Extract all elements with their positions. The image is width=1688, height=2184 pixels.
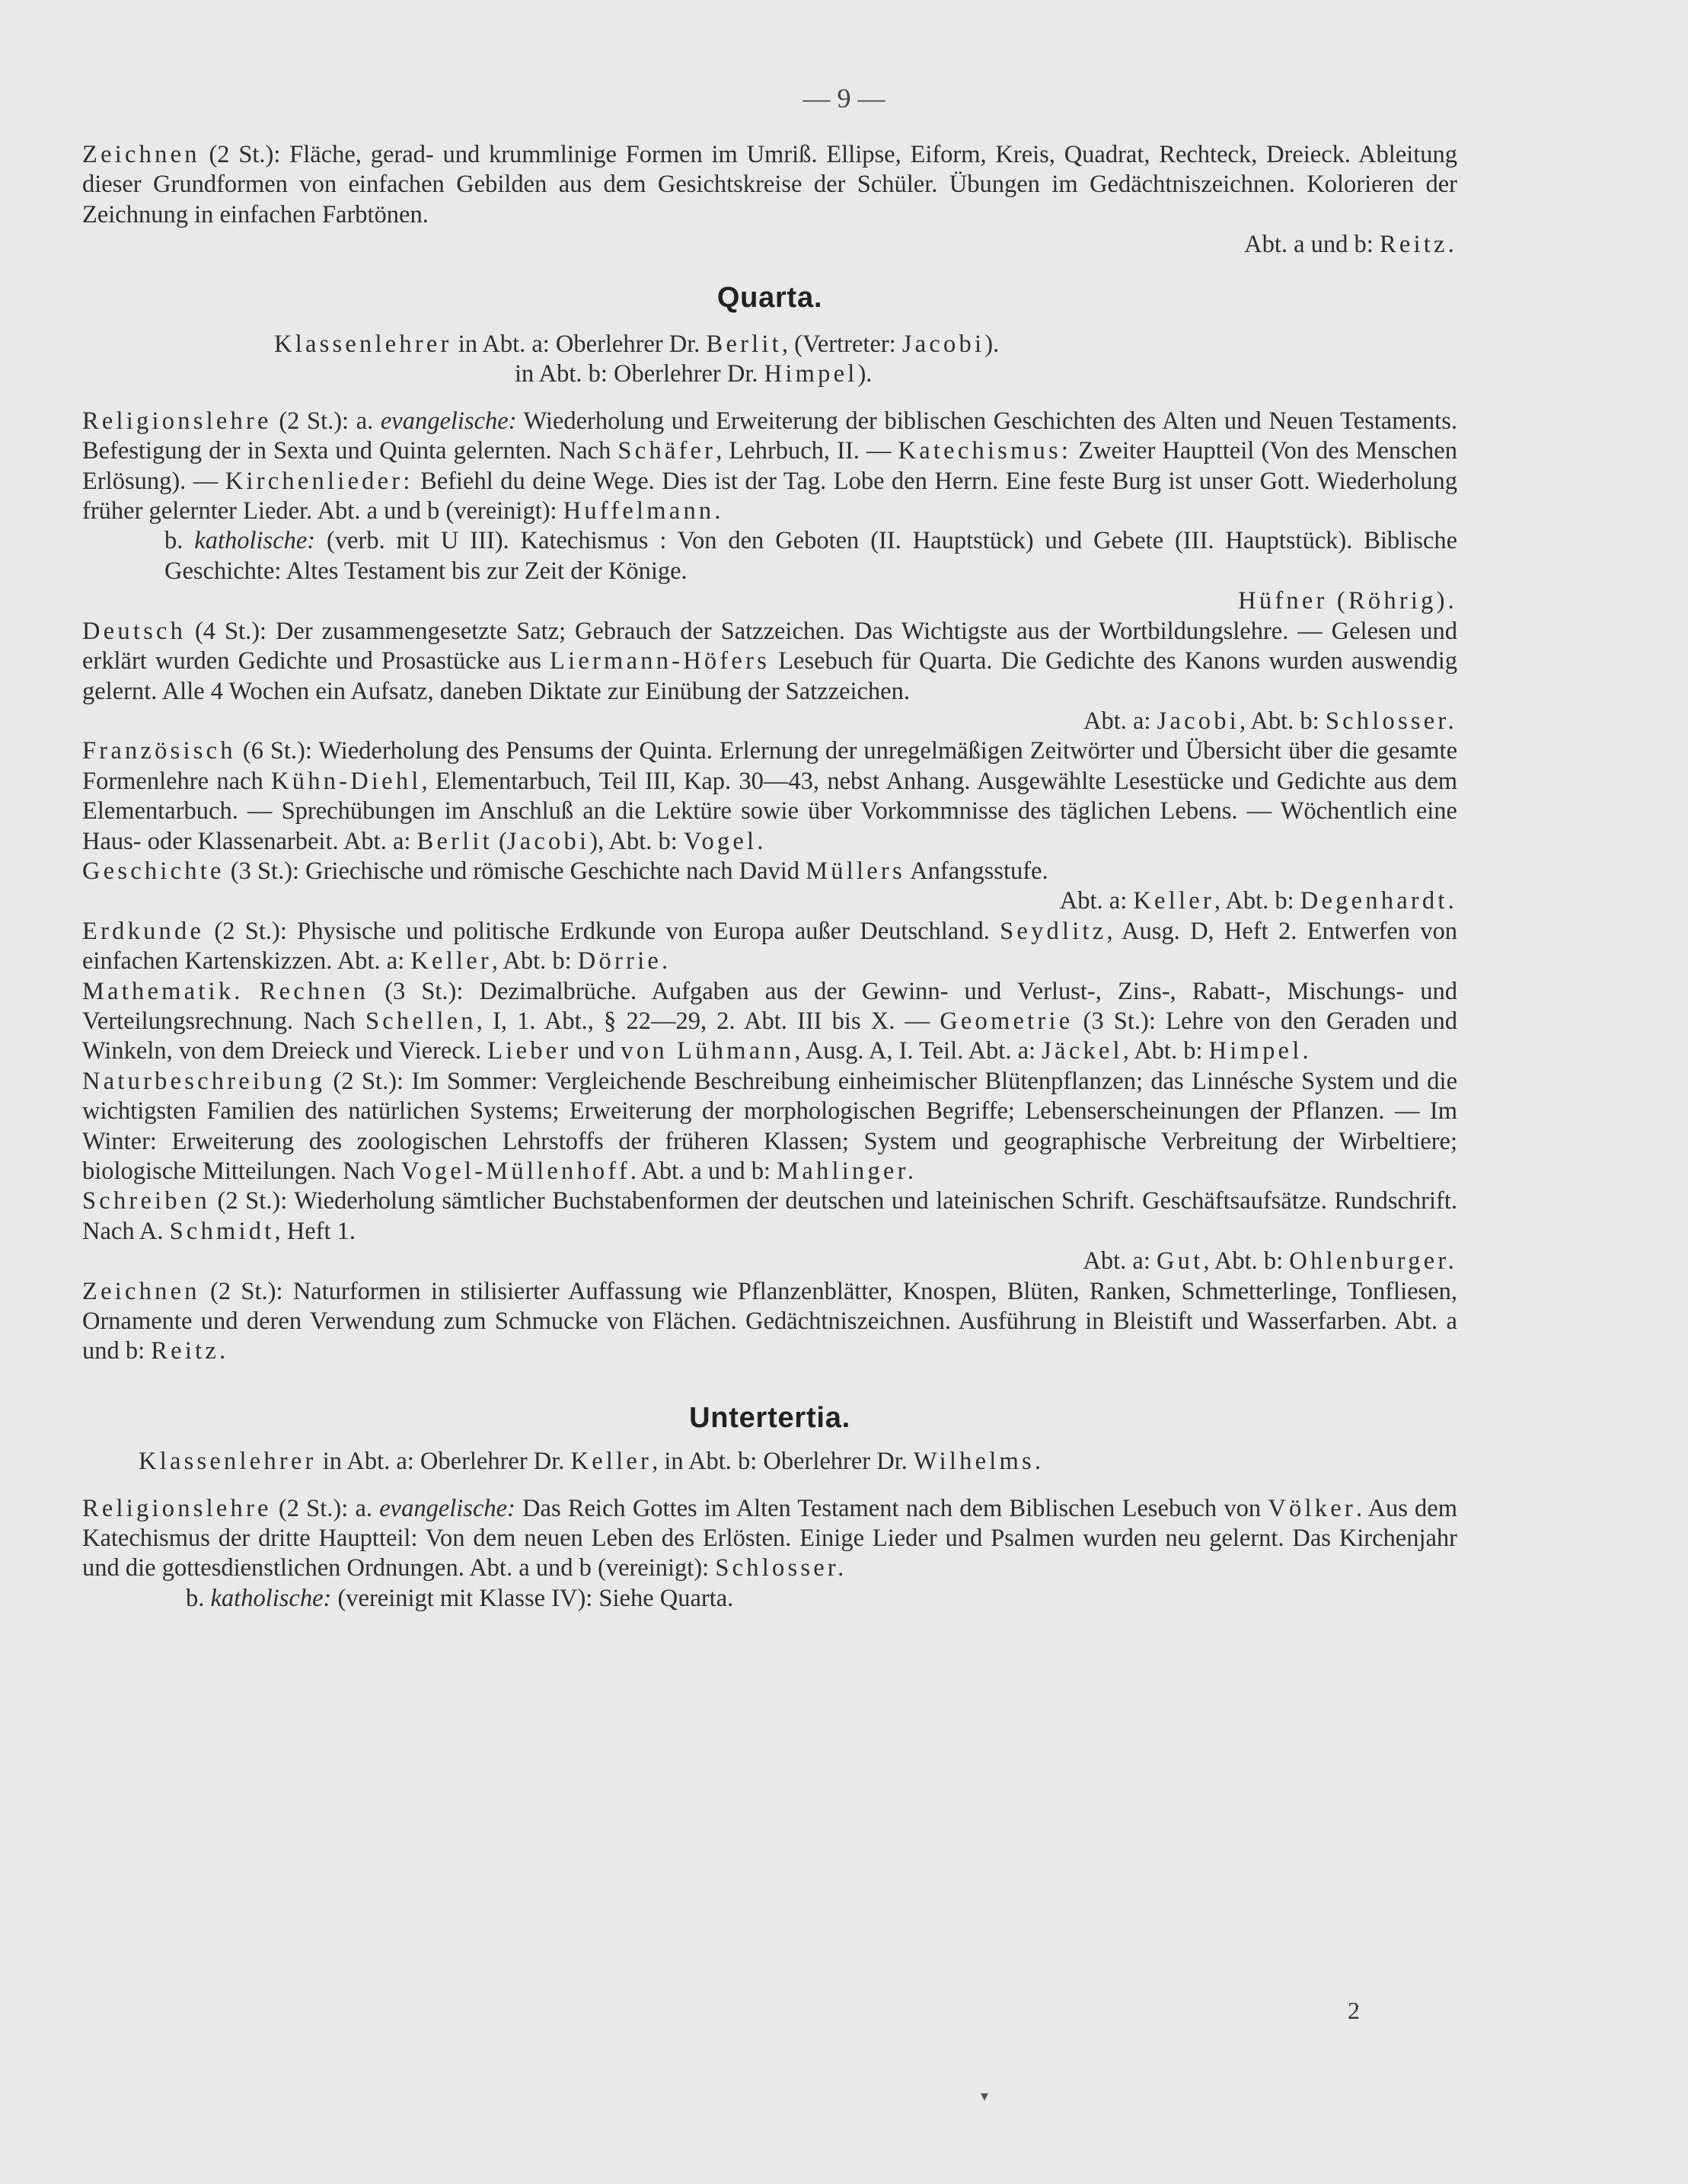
class-leader-line-b: in Abt. b: Oberlehrer Dr. Himpel). — [515, 360, 873, 388]
subject-entry-mathematik: Mathematik. Rechnen (3 St.): Dezimalbrüche. Aufgaben aus der Gewinn- und Verlust-, Zins-, Rabatt-, Mischungs- und Verteilungsrechnung. Nach Schellen, I, 1. Abt., § 22—29, 2. Abt. III bis X. — Geometrie (3 St.): Lehre von den Geraden und Winkeln, von dem Dreieck und Viereck. Lieber und von Lühmann, Ausg. A, I. Teil. Abt. a: Jäckel, Abt. b: Himpel. — [82, 977, 1458, 1065]
teacher-line: Abt. a: Keller, Abt. b: Degenhardt. — [1059, 887, 1457, 915]
page-content — [82, 140, 1457, 1614]
section-heading-untertertia: Untertertia. — [689, 1401, 850, 1434]
subject-entry-geschichte: Geschichte (3 St.): Griechische und römische Geschichte nach David Müllers Anfangsstufe. Abt. a: Keller, Abt. b: Degenhardt. — [82, 857, 1457, 917]
subject-entry-religion: Religionslehre (2 St.): a. evangelische: Wiederholung und Erweiterung der biblischen Geschichten des Alten und Neuen Testaments. Befestigung der in Sexta und Quinta gelernten. Nach Schäfer, Lehrbuch, II. — Katechismus: Zweiter Hauptteil (Von des Menschen Erlösung). — Kirchenlieder: Befiehl du deine Wege. Dies ist der Tag. Lobe den Herrn. Eine feste Burg ist unser Gott. Wiederholung früher gelernter Lieder. Abt. a und b (vereinigt): Huffelmann. b. katholische: (verb. mit U III). Katechismus : Von den Geboten (II. Hauptstück) und Gebete (III. Hauptstück). Biblische Geschichte: Altes Testament bis zur Zeit der Könige. Hüfner (Röhrig). — [82, 407, 1457, 617]
subject-entry-schreiben: Schreiben (2 St.): Wiederholung sämtlicher Buchstabenformen der deutschen und lateinischen Schrift. Geschäftsaufsätze. Rundschrift. Nach A. Schmidt, Heft 1. Abt. a: Gut, Abt. b: Ohlenburger. — [82, 1186, 1457, 1276]
subject-title: Religionslehre — [82, 1494, 272, 1522]
teacher-line: Abt. a: Jacobi, Abt. b: Schlosser. — [1083, 707, 1457, 735]
page-number: — 9 — — [803, 83, 885, 113]
subject-title: Naturbeschreibung — [82, 1067, 326, 1095]
subject-title: Religionslehre — [82, 407, 272, 435]
religion-catholic: b. katholische: (vereinigt mit Klasse IV): Siehe Quarta. — [186, 1584, 734, 1612]
subject-title: Zeichnen — [82, 1277, 200, 1305]
subject-title: Deutsch — [82, 617, 187, 645]
section-heading-quarta: Quarta. — [716, 281, 823, 314]
subject-entry-deutsch: Deutsch (4 St.): Der zusammengesetzte Satz; Gebrauch der Satzzeichen. Das Wichtigste aus der Wortbildungslehre. — Gelesen und erklärt wurden Gedichte und Prosastücke aus Liermann-Höfers Lesebuch für Quarta. Die Gedichte des Kanons wurden auswendig gelernt. Alle 4 Wochen ein Aufsatz, daneben Diktate zur Einübung der Satzzeichen. Abt. a: Jacobi, Abt. b: Schlosser. — [82, 617, 1457, 737]
subject-title: Erdkunde — [82, 917, 205, 945]
subject-entry-erdkunde: Erdkunde (2 St.): Physische und politische Erdkunde von Europa außer Deutschland. Seydlitz, Ausg. D, Heft 2. Entwerfen von einfachen Kartenskizzen. Abt. a: Keller, Abt. b: Dörrie. — [82, 917, 1457, 975]
subject-title: Geschichte — [82, 857, 225, 885]
religion-catholic: b. katholische: (verb. mit U III). Katechismus : Von den Geboten (II. Hauptstück) und Gebete (III. Hauptstück). Biblische Geschichte: Altes Testament bis zur Zeit der Könige. — [164, 527, 1457, 585]
teacher-line: Abt. a: Gut, Abt. b: Ohlenburger. — [1083, 1247, 1457, 1276]
subject-entry-religion-ut: Religionslehre (2 St.): a. evangelische: Das Reich Gottes im Alten Testament nach dem Biblischen Lesebuch von Völker. Aus dem Katechismus der dritte Hauptteil: Von dem neuen Leben des Erlösten. Einige Lieder und Psalmen wurden neu gelernt. Das Kirchenjahr und die gottesdienstlichen Ordnungen. Abt. a und b (vereinigt): Schlosser. b. katholische: (vereinigt mit Klasse IV): Siehe Quarta. — [82, 1494, 1457, 1614]
class-leader-line-a: Klassenlehrer in Abt. a: Oberlehrer Dr. Berlit, (Vertreter: Jacobi). — [274, 330, 1000, 359]
subject-text: (2 St.): Fläche, gerad- und krummlinige Formen im Umriß. Ellipse, Eiform, Kreis, Quadrat, Rechteck, Dreieck. Ableitung dieser Grundformen von einfachen Gebilden aus dem Gesichtskreise der Schüler. Übungen im Gedächtniszeichnen. Kolorieren der Zeichnung in einfachen Farbtönen. — [82, 141, 1457, 228]
teacher-line: Abt. a und b: Reitz. — [1244, 231, 1457, 259]
subject-entry-franzoesisch: Französisch (6 St.): Wiederholung des Pensums der Quinta. Erlernung der unregelmäßigen Zeitwörter und Übersicht über die gesamte Formenlehre nach Kühn-Diehl, Elementarbuch, Teil III, Kap. 30—43, nebst Anhang. Ausgewählte Lesestücke und Gedichte aus dem Elementarbuch. — Sprechübungen im Anschluß an die Lektüre sowie über Vorkommnisse des täglichen Lebens. — Wöchentlich eine Haus- oder Klassenarbeit. Abt. a: Berlit (Jacobi), Abt. b: Vogel. — [82, 737, 1458, 855]
subject-title: Zeichnen — [82, 141, 200, 168]
subject-entry-zeichnen-intro — [82, 140, 1457, 260]
class-leader-block — [82, 330, 1457, 390]
print-speck: ▾ — [981, 2088, 989, 2105]
signature-number: 2 — [1348, 1997, 1360, 2024]
subject-title: Schreiben — [82, 1187, 210, 1215]
subject-title: Französisch — [82, 737, 236, 765]
subject-title: Mathematik. — [82, 977, 244, 1005]
teacher-line: Hüfner (Röhrig). — [1238, 587, 1457, 615]
subject-entry-naturbeschreibung: Naturbeschreibung (2 St.): Im Sommer: Vergleichende Beschreibung einheimischer Blütenpflanzen; das Linnésche System und die wichtigsten Familien des natürlichen Systems; Erweiterung der morphologischen Begriffe; Lebenserscheinungen der Pflanzen. — Im Winter: Erweiterung des zoologischen Lehrstoffs der früheren Klassen; System und geographische Verbreitung der Wirbeltiere; biologische Mitteilungen. Nach Vogel-Müllenhoff. Abt. a und b: Mahlinger. — [82, 1067, 1457, 1185]
class-leader-line: Klassenlehrer in Abt. a: Oberlehrer Dr. Keller, in Abt. b: Oberlehrer Dr. Wilhelms. — [139, 1448, 1045, 1476]
subject-entry-zeichnen: Zeichnen (2 St.): Naturformen in stilisierter Auffassung wie Pflanzenblätter, Knospen, Blüten, Ranken, Schmetterlinge, Tonfliesen, Ornamente und deren Verwendung zum Schmucke von Flächen. Gedächtniszeichnen. Ausführung in Bleistift und Wasserfarben. Abt. a und b: Reitz. — [82, 1277, 1457, 1365]
